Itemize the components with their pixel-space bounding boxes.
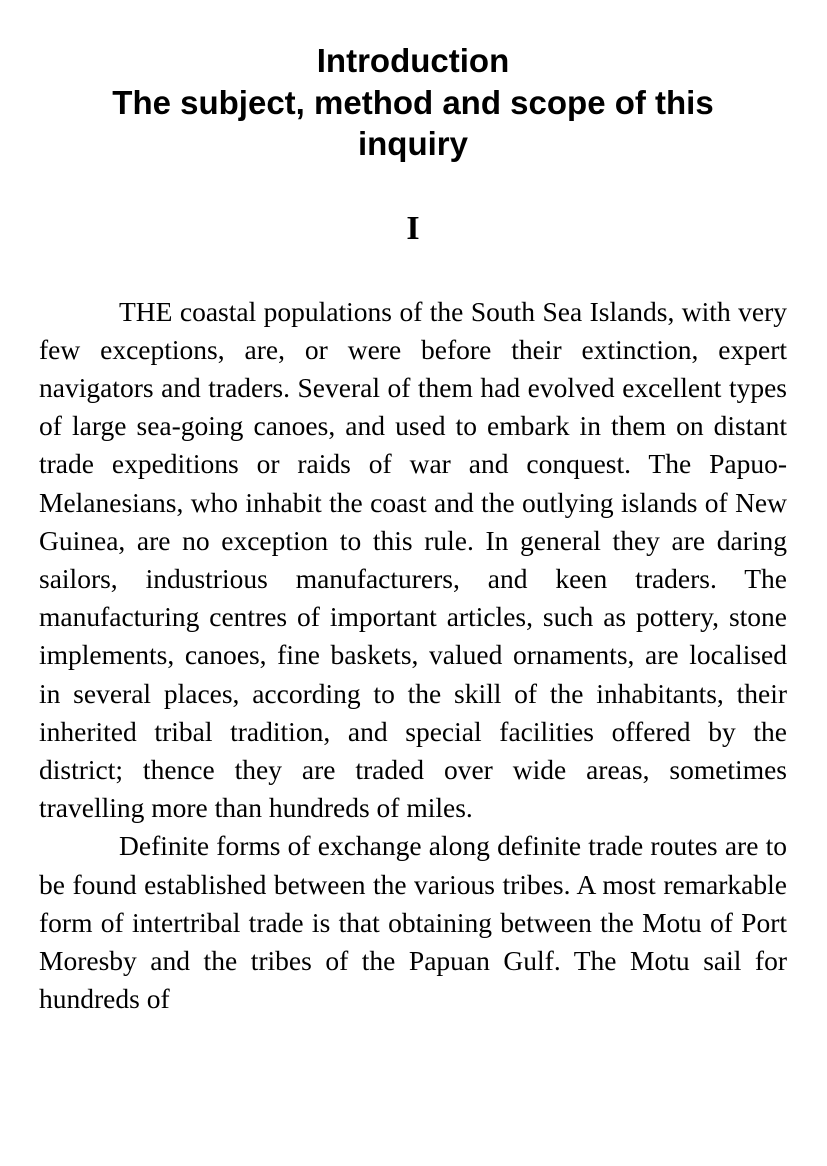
- section-numeral: I: [406, 209, 420, 247]
- paragraph-1: THE coastal populations of the South Sea Islands, with very few exceptions, are, or were before their extinction, expert navigators and traders. Several of them had evolved excellent types of large sea-going canoes, and used to embark in them on distant trade expeditions or raids of war and conquest. The Papuo-Melanesians, who inhabit the coast and the outlying islands of New Guinea, are no exception to this rule. In general they are daring sailors, industrious manufacturers, and keen traders. The manufacturing centres of important articles, such as pottery, stone implements, canoes, fine baskets, valued ornaments, are localised in several places, according to the skill of the inhabitants, their inherited tribal tradition, and special facilities offered by the district; thence they are traded over wide areas, sometimes travelling more than hundreds of miles.: [39, 295, 787, 824]
- document-page: [39, 40, 787, 1018]
- paragraph-2: Definite forms of exchange along definite trade routes are to be found established between the various tribes. A most remarkable form of intertribal trade is that obtaining between the Motu of Port Moresby and the tribes of the Papuan Gulf. The Motu sail for hundreds of: [39, 830, 787, 1015]
- chapter-heading: Introduction: [316, 42, 510, 79]
- chapter-title-line-2: inquiry: [357, 125, 468, 162]
- chapter-title-line-1: The subject, method and scope of this: [112, 83, 714, 121]
